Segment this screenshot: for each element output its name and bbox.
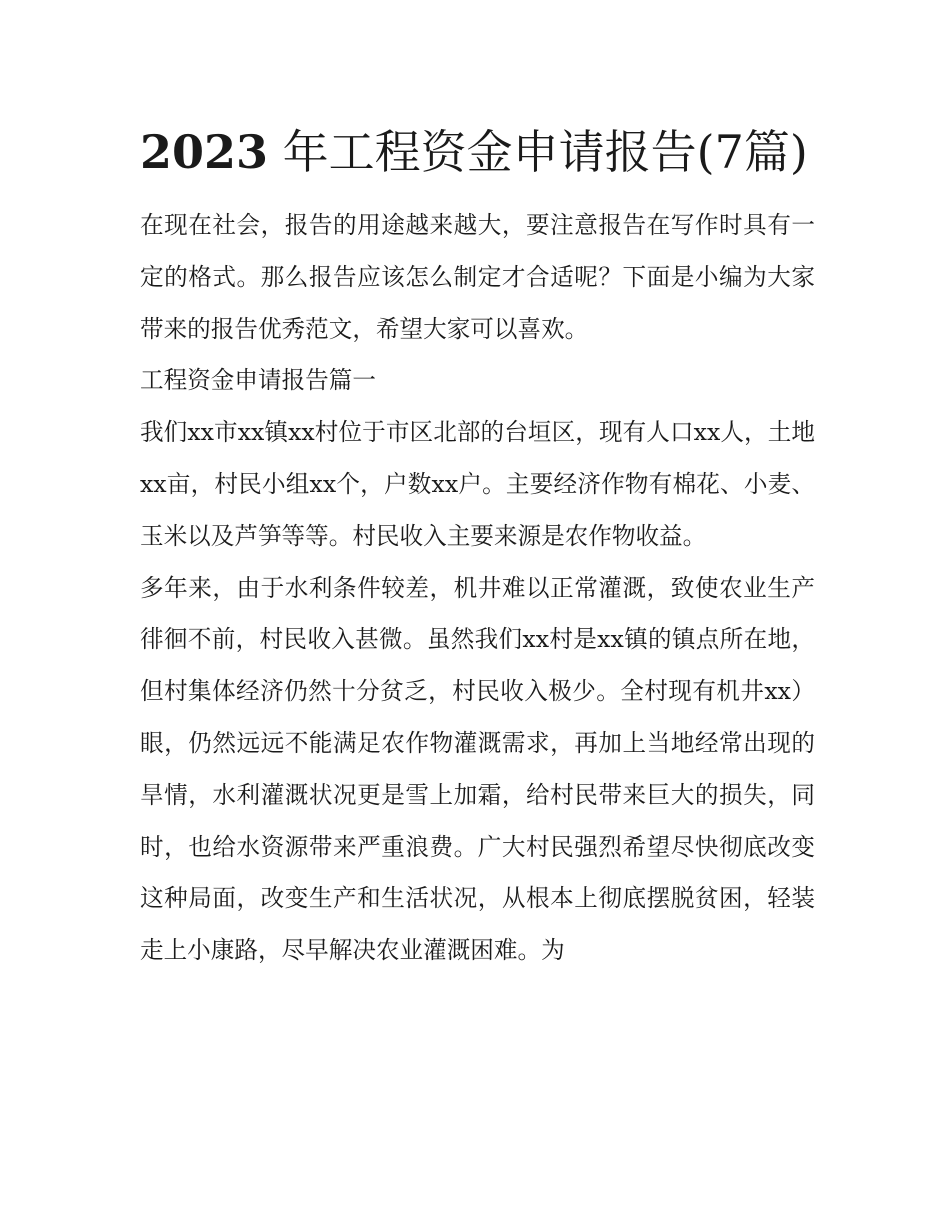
title-year: 2023 <box>140 125 269 179</box>
body-paragraph: 我们xx市xx镇xx村位于市区北部的台垣区，现有人口xx人，土地xx亩，村民小组xx个，户数xx户。主要经济作物有棉花、小麦、玉米以及芦笋等等。村民收入主要来源是农作物收益。 <box>140 418 815 550</box>
title-text: 年工程资金申请报告(7篇) <box>282 125 808 179</box>
document-page <box>140 118 815 977</box>
section-heading: 工程资金申请报告篇一 <box>140 366 376 395</box>
document-body <box>140 200 815 977</box>
intro-paragraph: 在现在社会，报告的用途越来越大，要注意报告在写作时具有一定的格式。那么报告应该怎么制定才合适呢？下面是小编为大家带来的报告优秀范文，希望大家可以喜欢。 <box>140 211 815 343</box>
body-paragraph: 多年来，由于水利条件较差，机井难以正常灌溉，致使农业生产徘徊不前，村民收入甚微。虽然我们xx村是xx镇的镇点所在地，但村集体经济仍然十分贫乏，村民收入极少。全村现有机井xx）眼，仍然远远不能满足农作物灌溉需求，再加上当地经常出现的旱情，水利灌溉状况更是雪上加霜，给村民带来巨大的损失，同时，也给水资源带来严重浪费。广大村民强烈希望尽快彻底改变这种局面，改变生产和生活状况，从根本上彻底摆脱贫困，轻装走上小康路，尽早解决农业灌溉困难。为 <box>140 573 815 965</box>
document-title <box>140 118 815 186</box>
